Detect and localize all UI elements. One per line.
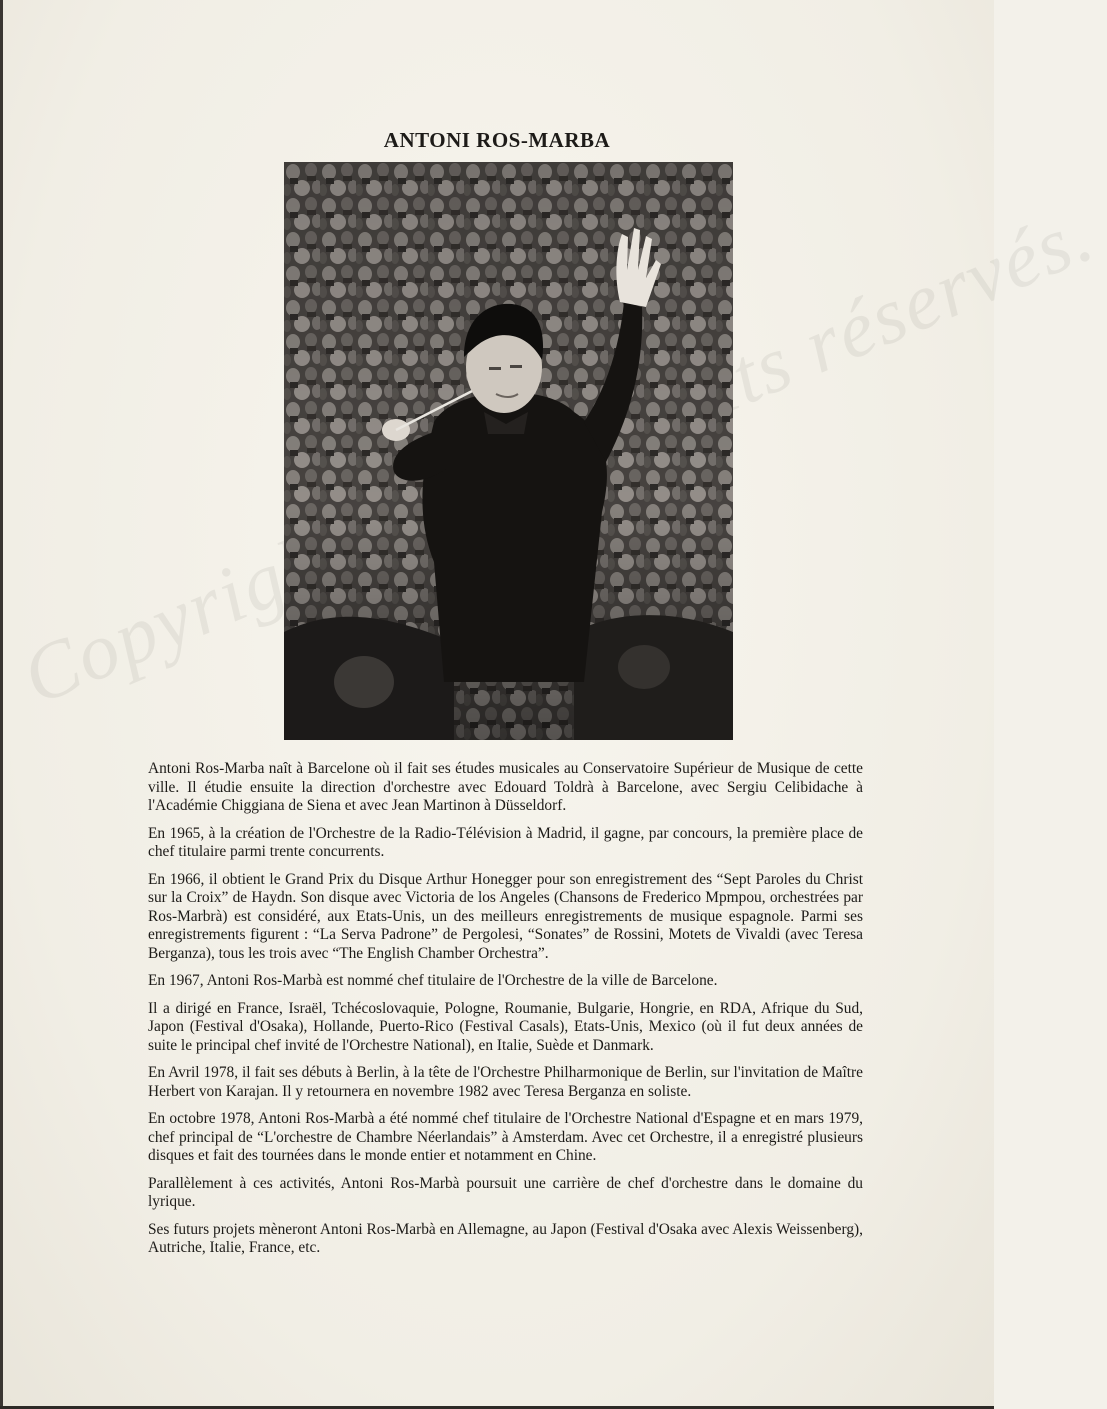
biography-text bbox=[148, 760, 863, 1267]
copyright-watermark: Copyright réservés. bbox=[10, 190, 1107, 722]
paragraph-1: Antoni Ros-Marba naît à Barcelone où il fait ses études musicales au Conservatoire Supérieur de Musique de cette ville. Il étudie ensuite la direction d'orchestre avec Edouard Toldrà à Barcelone, avec Sergiu Celibidache à l'Académie Chiggiana de Siena et avec Jean Martinon à Düsseldorf. bbox=[148, 760, 863, 814]
paragraph-9: Ses futurs projets mèneront Antoni Ros-Marbà en Allemagne, au Japon (Festival d'Osaka avec Alexis Weissenberg), Autriche, Italie, France, etc. bbox=[148, 1220, 863, 1256]
page-edge-left bbox=[0, 0, 3, 1409]
paragraph-6: En Avril 1978, il fait ses débuts à Berlin, à la tête de l'Orchestre Philharmonique de Berlin, sur l'invitation de Maître Herbert von Karajan. Il y retournera en novembre 1982 avec Teresa Berganza en soliste. bbox=[148, 1064, 863, 1100]
paragraph-2: En 1965, à la création de l'Orchestre de la Radio-Télévision à Madrid, il gagne, par concours, la première place de chef titulaire parmi trente concurrents. bbox=[148, 824, 863, 860]
paragraph-8: Parallèlement à ces activités, Antoni Ros-Marbà poursuit une carrière de chef d'orchestre dans le domaine du lyrique. bbox=[148, 1174, 863, 1210]
paragraph-5: Il a dirigé en France, Israël, Tchécoslovaquie, Pologne, Roumanie, Bulgarie, Hongrie, en RDA, Afrique du Sud, Japon (Festival d'Osaka), Hollande, Puerto-Rico (Festival Casals), Etats-Unis, Mexico (où il fut deux années de suite le principal chef invité de l'Orchestre National), en Italie, Suède et Danmark. bbox=[148, 999, 863, 1054]
conductor-photo bbox=[284, 162, 733, 740]
paragraph-7: En octobre 1978, Antoni Ros-Marbà a été nommé chef titulaire de l'Orchestre National d'Espagne et en mars 1979, chef principal de “L'orchestre de Chambre Néerlandais” à Amsterdam. Avec cet Orchestre, il a enregistré plusieurs disques et fait des tournées dans le monde entier et notamment en Chine. bbox=[148, 1110, 863, 1164]
page-title: ANTONI ROS-MARBA bbox=[383, 128, 611, 152]
paragraph-4: En 1967, Antoni Ros-Marbà est nommé chef titulaire de l'Orchestre de la ville de Barcelone. bbox=[148, 972, 718, 989]
paragraph-3: En 1966, il obtient le Grand Prix du Disque Arthur Honegger pour son enregistrement des “Sept Paroles du Christ sur la Croix” de Haydn. Son disque avec Victoria de los Angeles (Chansons de Frederico Mpmpou, orchestrées par Ros-Marbrà) est considéré, aux Etats-Unis, un des meilleurs enregistrements de musique espagnole. Parmi ses enregistrements figurent : “La Serva Padrone” de Pergolesi, “Sonates” de Rossini, Motets de Vivaldi (avec Teresa Berganza), tous les trois avec “The English Chamber Orchestra”. bbox=[148, 870, 863, 962]
